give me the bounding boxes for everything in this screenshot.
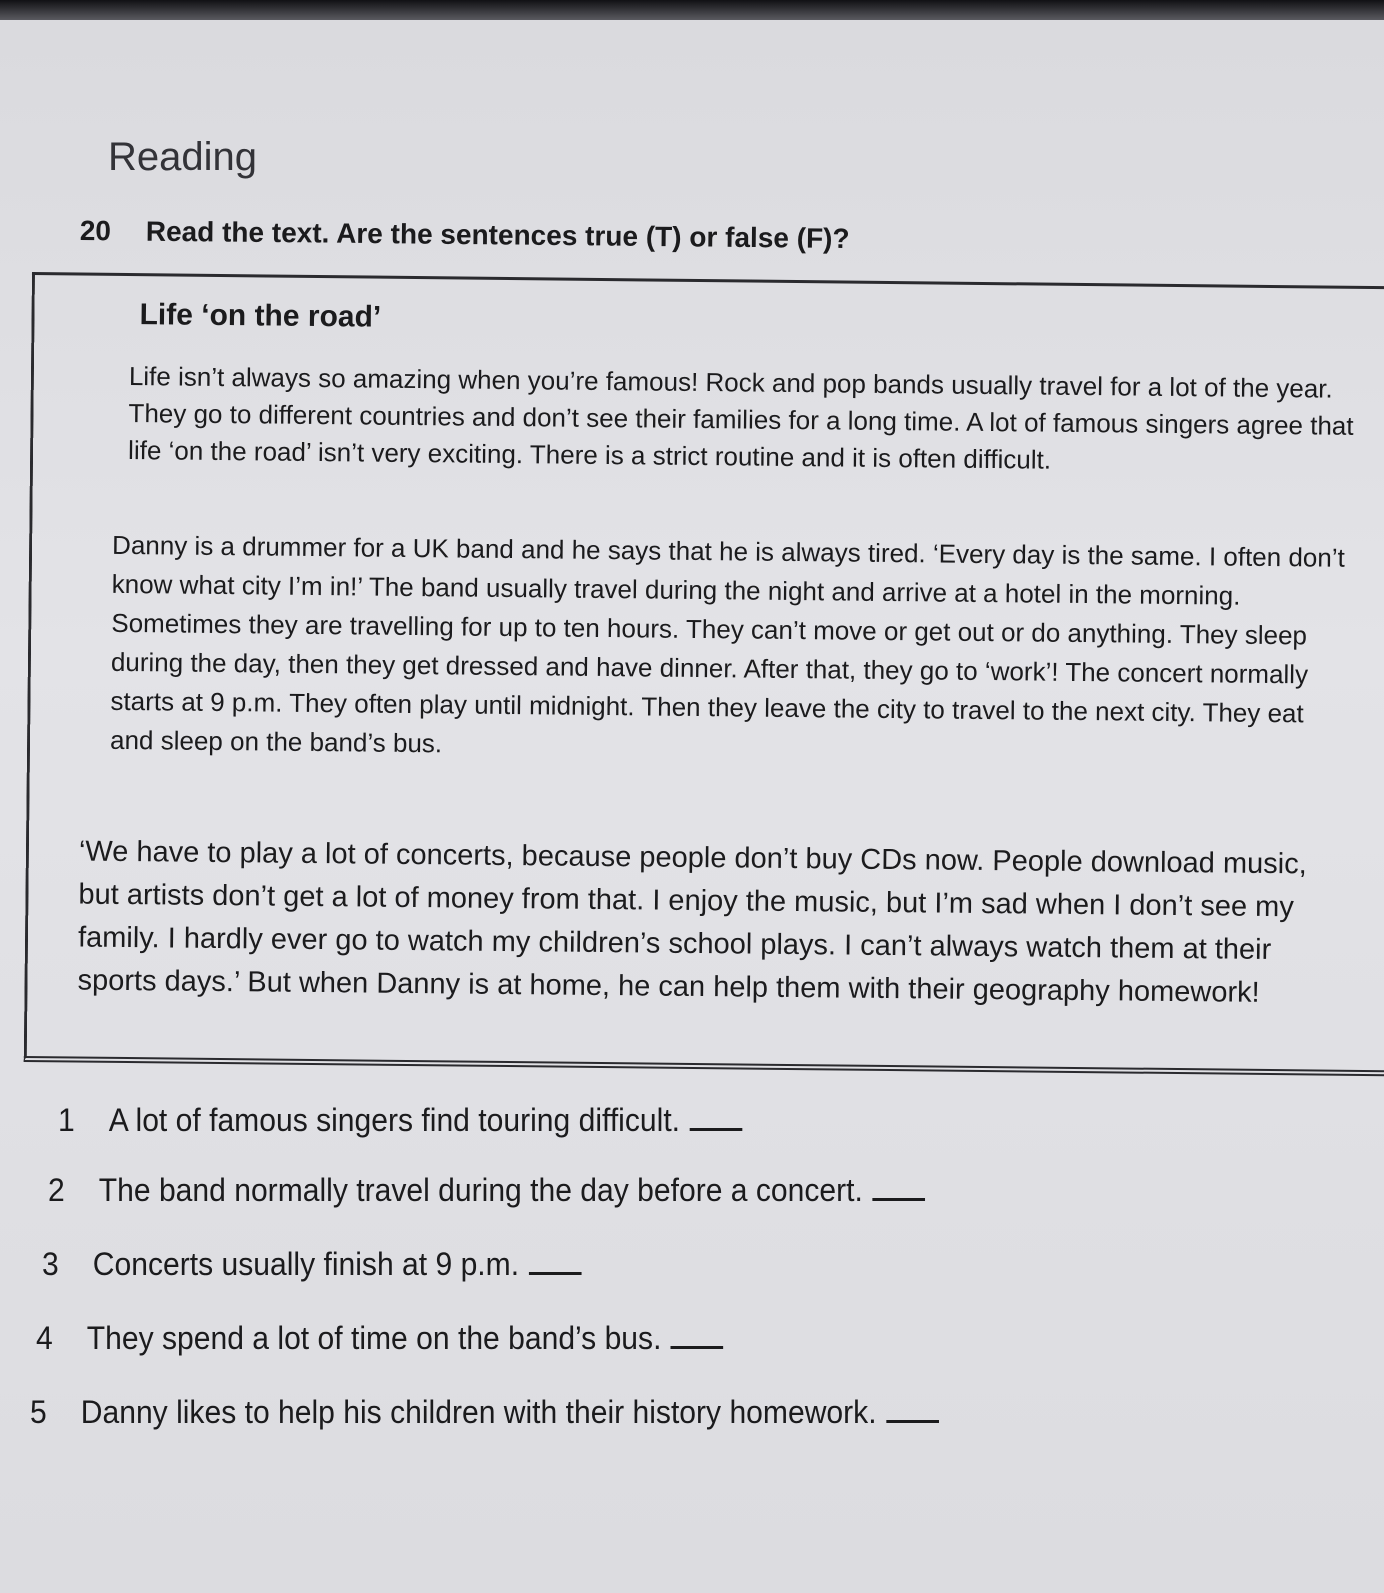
question-text: The band normally travel during the day before a concert. — [98, 1172, 863, 1208]
paragraph-3: ‘We have to play a lot of concerts, because people don’t buy CDs now. People download music, but artists don’t get a lot of money from that. I enjoy the music, but I’m sad when I don’t see my family. I hardly ever go to watch my children’s school plays. I can’t always watch them at their sports days.’ But when Danny is at home, he can help them with their geography homework! — [77, 835, 1307, 1009]
exercise-instruction: Read the text. Are the sentences true (T) or false (F)? — [145, 215, 850, 255]
answer-blank[interactable] — [872, 1170, 925, 1201]
worksheet-page — [0, 20, 1384, 1593]
exercise-number: 20 — [79, 215, 112, 247]
reading-text-box — [24, 272, 1384, 1077]
question-text: A lot of famous singers find touring difficult. — [108, 1102, 681, 1138]
question-item — [48, 1170, 925, 1209]
question-number: 3 — [42, 1246, 59, 1282]
answer-blank[interactable] — [528, 1244, 581, 1275]
question-number: 4 — [36, 1320, 53, 1356]
paragraph-2: Danny is a drummer for a UK band and he says that he is always tired. ‘Every day is the same. I often don’t know what city I’m in!’ The band usually travel during the night and arrive at a hotel in the morning. Sometimes they are travelling for up to ten hours. They can’t move or get out or do anything. They sleep during the day, then they get dressed and have dinner. After that, they go to ‘work’! The concert normally starts at 9 p.m. They often play until midnight. Then they leave the city to travel to the next city. They eat and sleep on the band’s bus. — [109, 529, 1345, 759]
answer-blank[interactable] — [886, 1392, 939, 1423]
question-item — [42, 1244, 581, 1283]
question-item — [30, 1392, 939, 1431]
paragraph-1: Life isn’t always so amazing when you’re famous! Rock and pop bands usually travel for a lot of the year. They go to different countries and don’t see their families for a long time. A lot of famous singers agree that life ‘on the road’ isn’t very exciting. There is a strict routine and it is often difficult. — [127, 361, 1354, 475]
question-number: 5 — [30, 1394, 47, 1430]
question-item — [58, 1100, 742, 1139]
answer-blank[interactable] — [671, 1318, 724, 1349]
answer-blank[interactable] — [689, 1100, 742, 1131]
question-number: 1 — [58, 1102, 75, 1138]
question-text: They spend a lot of time on the band’s bus. — [86, 1320, 662, 1356]
question-text: Danny likes to help his children with their history homework. — [80, 1394, 877, 1430]
exercise-heading — [80, 215, 1080, 257]
question-item — [36, 1318, 723, 1357]
reading-title: Life ‘on the road’ — [139, 298, 382, 334]
photo-edge-shadow — [0, 0, 1384, 20]
section-title: Reading — [108, 135, 258, 179]
question-number: 2 — [48, 1172, 65, 1208]
question-text: Concerts usually finish at 9 p.m. — [92, 1246, 520, 1282]
